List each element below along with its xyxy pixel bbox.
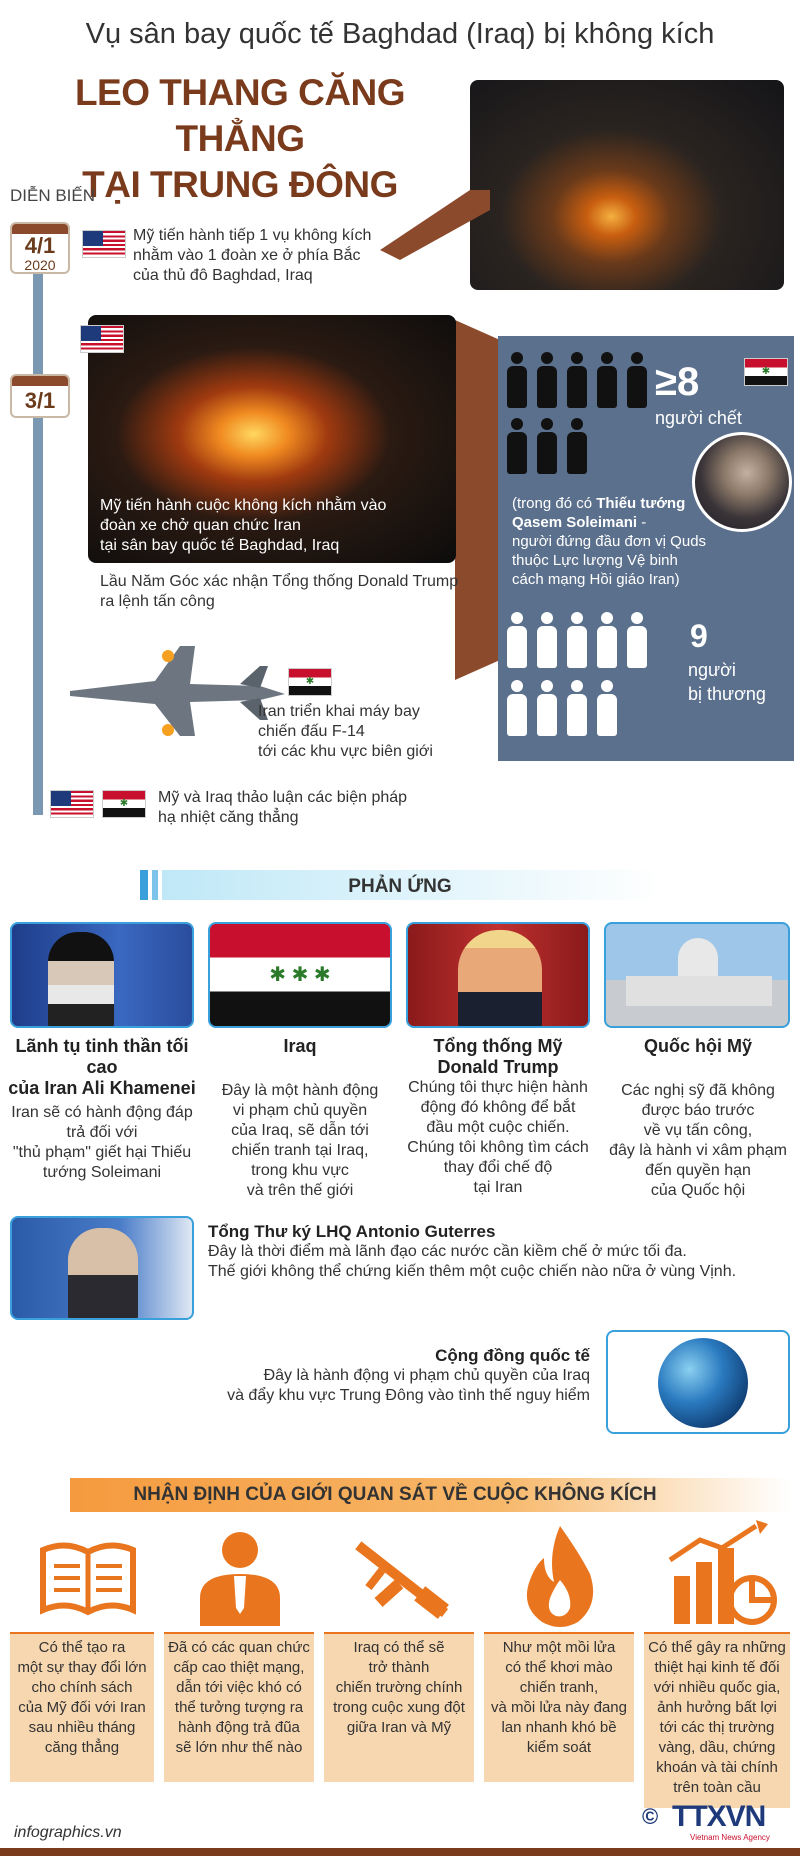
person-icon [535,680,559,738]
trump-photo [406,922,590,1028]
globe-photo [606,1330,790,1434]
assessment-title: NHẬN ĐỊNH CỦA GIỚI QUAN SÁT VỀ CUỘC KHÔNG KÍCH [133,1484,657,1505]
reaction-iraq: Iraq Đây là một hành động vi phạm chủ quyền của Iraq, sẽ dẫn tới chiến tranh tại Iraq, trong khu vực và trên thế giới [221,1036,379,1199]
chart-icon [664,1520,784,1628]
reaction-un: Tổng Thư ký LHQ Antonio Guterres Đây là thời điểm mà lãnh đạo các nước cần kiềm chế ở mức tối đa. Thế giới không thể chứng kiến thêm một cuộc chiến nào nữa ở vùng Vịnh. [208,1222,737,1280]
us-flag-icon [80,325,124,353]
person-icon [625,612,649,670]
person-icon [595,680,619,738]
person-icon [535,418,559,476]
us-flag-icon [50,790,94,818]
us-flag-icon [82,230,126,258]
injured-people-icon-group-2 [505,680,665,743]
iraq-flag-icon [288,668,332,696]
person-icon [505,680,529,738]
copyright-icon: © [642,1804,659,1829]
person-icon [535,612,559,670]
assessment-item-5: Có thể gây ra những thiệt hại kinh tế đối với nhiều quốc gia, ảnh hưởng bất lợi tới các thị trường vàng, dầu, chứng khoán và tài chính trên toàn cầu [644,1632,790,1808]
person-icon [595,352,619,410]
iraq-flag-icon [744,358,788,386]
iraq-flag-icon [102,790,146,818]
person-icon [565,352,589,410]
f14-jet-icon [60,636,290,746]
agency-subtitle: Vietnam News Agency [690,1833,770,1842]
person-icon [625,352,649,410]
reactions-title: PHẢN ỨNG [348,876,452,897]
dead-people-icon-group-2 [505,418,605,481]
soleimani-note: (trong đó có Thiếu tướng Qasem Soleimani - người đứng đầu đơn vị Quds thuộc Lực lượng Vệ binh cách mạng Hồi giáo Iran) [512,495,707,588]
official-icon [190,1528,290,1628]
injured-count: 9 [690,618,708,654]
rifle-icon [346,1530,456,1630]
reaction-khamenei: Lãnh tụ tinh thần tối cao của Iran Ali Khamenei Iran sẽ có hành động đáp trả đối với "thủ phạm" giết hại Thiếu tướng Soleimani [8,1036,196,1181]
iraq-flag-photo: ✱ ✱ ✱ [208,922,392,1028]
khamenei-photo [10,922,194,1028]
person-icon [505,418,529,476]
person-icon [595,612,619,670]
guterres-photo [10,1216,194,1320]
person-icon [535,352,559,410]
reaction-us-congress: Quốc hội Mỹ Các nghị sỹ đã không được báo trước về vụ tấn công, đây là hành vi xâm phạm đến quyền hạn của Quốc hội [609,1036,787,1199]
reaction-international: Cộng đồng quốc tế Đây là hành động vi phạm chủ quyền của Iraq và đẩy khu vực Trung Đông vào tình thế nguy hiểm [227,1346,590,1404]
injured-label: người bị thương [688,660,766,704]
assessment-item-4: Như một mồi lửa có thể khơi mào chiến tranh, và mồi lửa này đang lan nhanh khó bề kiểm soát [484,1632,634,1782]
event-1-text: Mỹ tiến hành tiếp 1 vụ không kích nhằm vào 1 đoàn xe ở phía Bắc của thủ đô Baghdad, Iraq [133,227,372,284]
page-title: LEO THANG CĂNG THẲNG TẠI TRUNG ĐÔNG [74,72,406,205]
person-icon [565,612,589,670]
person-icon [565,418,589,476]
event-3-text: Lầu Năm Góc xác nhận Tổng thống Donald Trump ra lệnh tấn công [100,573,459,610]
agency-logo: TTXVN [672,1800,766,1833]
dead-people-icon-group [505,352,665,415]
assessment-item-2: Đã có các quan chức cấp cao thiệt mạng, dẫn tới việc khó có thể tưởng tượng ra hành động trả đũa sẽ lớn như thế nào [164,1632,314,1782]
event-2-text: Mỹ tiến hành cuộc không kích nhằm vào đoàn xe chở quan chức Iran tại sân bay quốc tế Baghdad, Iraq [100,497,387,554]
us-capitol-photo [604,922,790,1028]
person-icon [505,612,529,670]
timeline-line [33,245,43,815]
book-icon [38,1540,138,1620]
assessment-item-1: Có thể tạo ra một sự thay đổi lớn cho chính sách của Mỹ đối với Iran sau nhiều tháng căng thẳng [10,1632,154,1782]
person-icon [505,352,529,410]
person-icon [565,680,589,738]
footer-site[interactable]: infographics.vn [14,1824,122,1841]
airport-strike-photo [470,80,784,290]
date-badge-4-1: 4/1 2020 [10,222,70,274]
dead-count: ≥8 [655,360,700,404]
date-badge-3-1: 3/1 [10,374,70,418]
footer-bar [0,1848,800,1856]
assessment-item-3: Iraq có thể sẽ trở thành chiến trường chính trong cuộc xung đột giữa Iran và Mỹ [324,1632,474,1782]
injured-people-icon-group [505,612,705,675]
timeline-label: DIỄN BIẾN [10,186,96,205]
connector-shape-mid [455,320,500,680]
event-4-text: Iran triển khai máy bay chiến đấu F-14 tới các khu vực biên giới [258,703,433,760]
dead-label: người chết [655,408,742,428]
page-subtitle: Vụ sân bay quốc tế Baghdad (Iraq) bị không kích [85,18,715,50]
reaction-trump: Tổng thống Mỹ Donald Trump Chúng tôi thực hiện hành động đó không để bắt đầu một cuộc chiến. Chúng tôi không tìm cách thay đổi chế độ tại Iran [407,1036,589,1196]
event-5-text: Mỹ và Iraq thảo luận các biện pháp hạ nhiệt căng thẳng [158,789,408,826]
fire-icon [520,1524,600,1628]
